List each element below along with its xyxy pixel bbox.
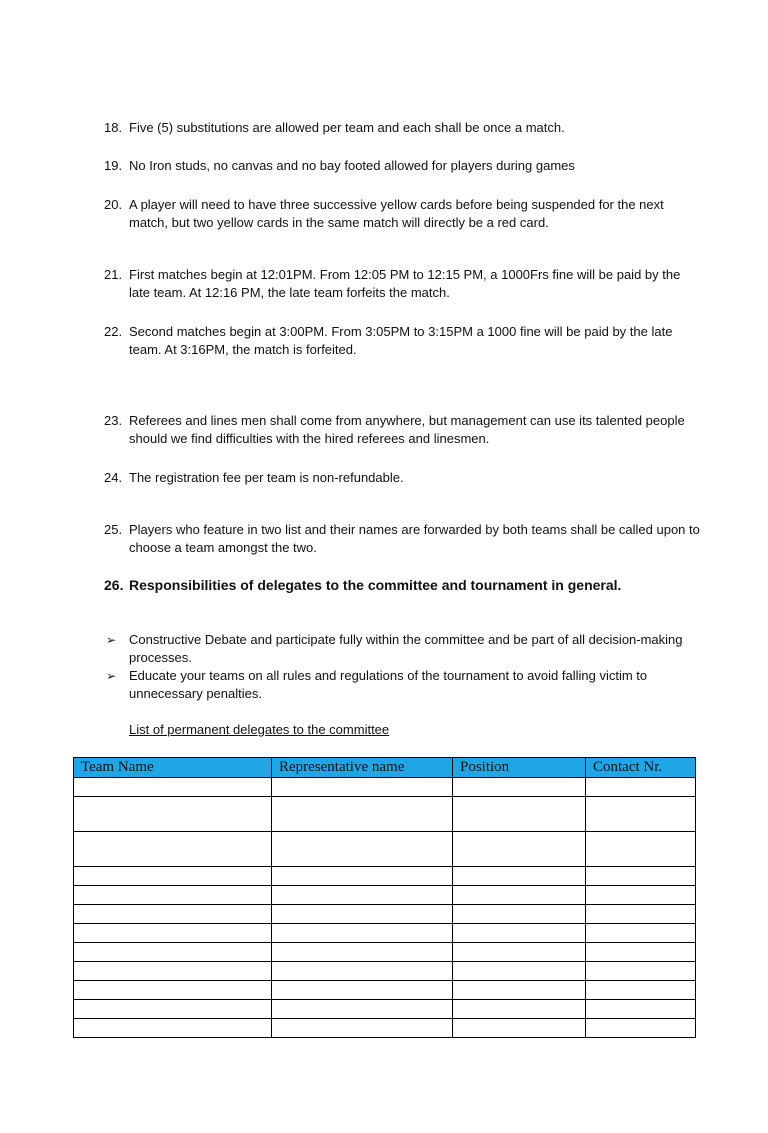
table-cell xyxy=(586,867,696,886)
table-cell xyxy=(586,1000,696,1019)
table-row xyxy=(74,905,696,924)
table-cell xyxy=(74,924,272,943)
table-cell xyxy=(74,981,272,1000)
table-header-row xyxy=(74,758,696,778)
rule-text: The registration fee per team is non-refundable. xyxy=(129,470,404,485)
table-cell xyxy=(586,778,696,797)
bullet-text: Constructive Debate and participate fully within the committee and be part of all decision-making processes. xyxy=(129,632,683,665)
table-cell xyxy=(272,905,453,924)
rule-number: 20. xyxy=(104,197,123,212)
table-cell xyxy=(74,778,272,797)
rule-number: 21. xyxy=(104,267,123,282)
table-cell xyxy=(586,924,696,943)
table-row xyxy=(74,797,696,832)
table-cell xyxy=(453,832,586,867)
table-row xyxy=(74,924,696,943)
table-cell xyxy=(74,905,272,924)
table-row xyxy=(74,867,696,886)
table-cell xyxy=(453,1000,586,1019)
bullet-item xyxy=(106,667,706,703)
table-cell xyxy=(586,962,696,981)
table-cell xyxy=(453,905,586,924)
rule-21 xyxy=(104,266,704,302)
rule-text: First matches begin at 12:01PM. From 12:05 PM to 12:15 PM, a 1000Frs fine will be paid by the late team. At 12:16 PM, the late team forfeits the match. xyxy=(129,267,681,300)
table-row xyxy=(74,981,696,1000)
table-cell xyxy=(74,943,272,962)
rule-number: 19. xyxy=(104,158,123,173)
rule-18 xyxy=(104,119,704,137)
table-cell xyxy=(586,905,696,924)
table-row xyxy=(74,832,696,867)
table-cell xyxy=(453,981,586,1000)
table-cell xyxy=(74,1000,272,1019)
rule-text: A player will need to have three successive yellow cards before being suspended for the next match, but two yellow cards in the same match will directly be a red card. xyxy=(129,197,664,230)
table-cell xyxy=(272,981,453,1000)
table-cell xyxy=(453,867,586,886)
table-row xyxy=(74,943,696,962)
table-cell xyxy=(586,1019,696,1038)
rule-text: Players who feature in two list and their names are forwarded by both teams shall be called upon to choose a team amongst the two. xyxy=(129,522,700,555)
table-cell xyxy=(272,886,453,905)
table-cell xyxy=(586,981,696,1000)
table-cell xyxy=(453,797,586,832)
table-cell xyxy=(453,886,586,905)
arrow-bullet-icon: ➢ xyxy=(106,633,117,647)
rule-number: 24. xyxy=(104,470,123,485)
table-caption: List of permanent delegates to the committee xyxy=(129,722,390,737)
delegates-table xyxy=(73,757,696,1038)
table-row xyxy=(74,962,696,981)
rule-text: Five (5) substitutions are allowed per team and each shall be once a match. xyxy=(129,120,565,135)
table-cell xyxy=(586,943,696,962)
table-cell xyxy=(272,797,453,832)
rule-number: 23. xyxy=(104,413,123,428)
rule-number: 25. xyxy=(104,522,123,537)
table-cell xyxy=(453,943,586,962)
section-number: 26. xyxy=(104,577,124,593)
column-header: Representative name xyxy=(272,758,453,778)
table-cell xyxy=(74,886,272,905)
table-cell xyxy=(272,1000,453,1019)
rule-text: No Iron studs, no canvas and no bay footed allowed for players during games xyxy=(129,158,575,173)
table-cell xyxy=(272,867,453,886)
section-title: Responsibilities of delegates to the committee and tournament in general. xyxy=(129,577,622,593)
table-cell xyxy=(453,778,586,797)
column-header: Team Name xyxy=(74,758,272,778)
column-header: Position xyxy=(453,758,586,778)
rule-text: Second matches begin at 3:00PM. From 3:05PM to 3:15PM a 1000 fine will be paid by the late team. At 3:16PM, the match is forfeited. xyxy=(129,324,673,357)
table-cell xyxy=(74,832,272,867)
table-cell xyxy=(272,943,453,962)
rule-20 xyxy=(104,196,704,232)
table-cell xyxy=(586,797,696,832)
table-cell xyxy=(272,924,453,943)
table-cell xyxy=(272,962,453,981)
rule-25 xyxy=(104,521,704,557)
table-row xyxy=(74,1019,696,1038)
table-cell xyxy=(74,867,272,886)
table-cell xyxy=(453,924,586,943)
table-cell xyxy=(272,832,453,867)
column-header: Contact Nr. xyxy=(586,758,696,778)
table-row xyxy=(74,778,696,797)
table-cell xyxy=(74,962,272,981)
section-heading xyxy=(104,576,704,594)
rule-number: 22. xyxy=(104,324,123,339)
bullet-text: Educate your teams on all rules and regulations of the tournament to avoid falling victim to unnecessary penalties. xyxy=(129,668,648,701)
rule-text: Referees and lines men shall come from anywhere, but management can use its talented people should we find difficulties with the hired referees and linesmen. xyxy=(129,413,685,446)
table-row xyxy=(74,1000,696,1019)
bullet-item xyxy=(106,631,706,667)
table-cell xyxy=(586,832,696,867)
rule-24 xyxy=(104,469,704,487)
table-cell xyxy=(74,797,272,832)
table-cell xyxy=(453,962,586,981)
table-cell xyxy=(272,778,453,797)
rule-19 xyxy=(104,157,704,175)
table-cell xyxy=(586,886,696,905)
table-cell xyxy=(453,1019,586,1038)
table-cell xyxy=(74,1019,272,1038)
table-row xyxy=(74,886,696,905)
arrow-bullet-icon: ➢ xyxy=(106,669,117,683)
table-cell xyxy=(272,1019,453,1038)
rule-number: 18. xyxy=(104,120,123,135)
rule-22 xyxy=(104,323,704,359)
rule-23 xyxy=(104,412,704,448)
